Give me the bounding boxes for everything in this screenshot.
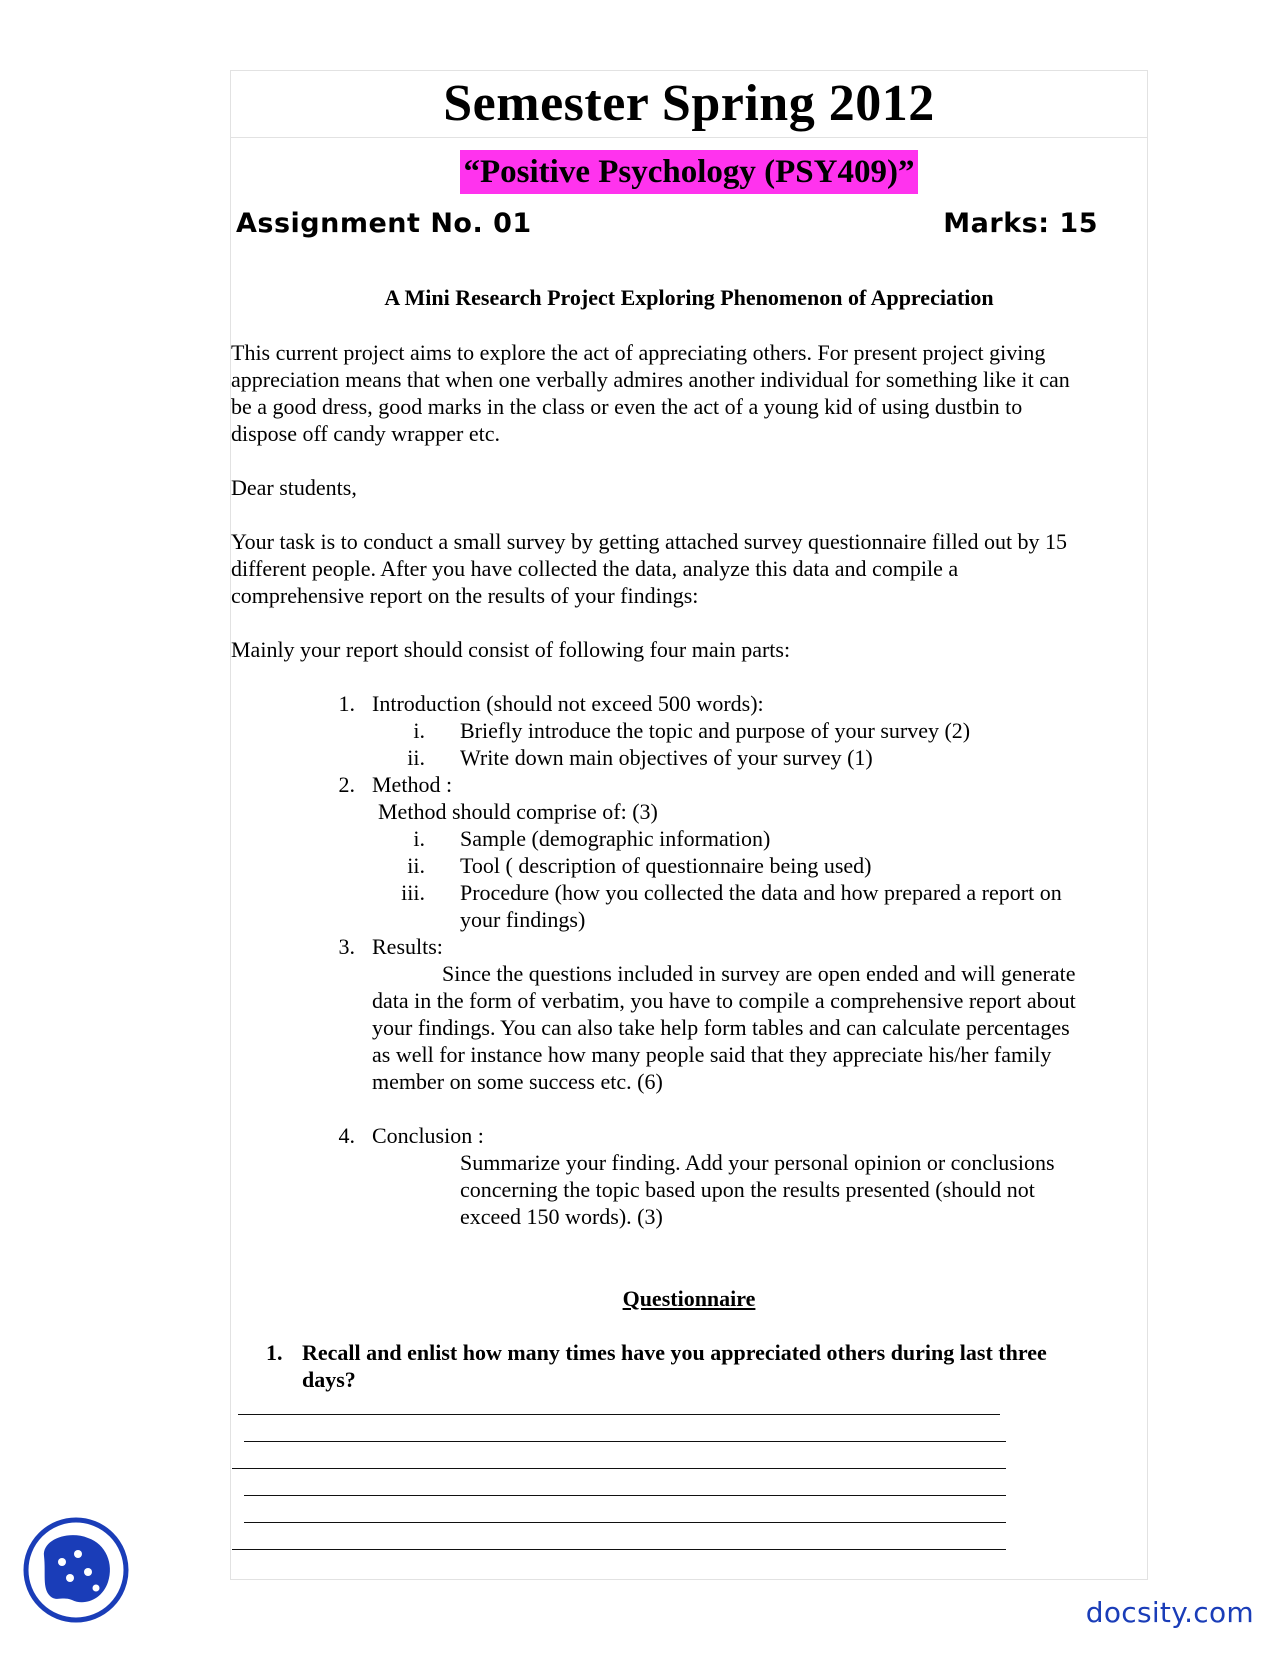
- part-method: Method :: [372, 772, 453, 797]
- course-title: “Positive Psychology (PSY409)”: [460, 150, 919, 194]
- list-number: 2.: [338, 772, 355, 797]
- docsity-logo-icon: [22, 1516, 130, 1624]
- answer-line: [232, 1468, 1006, 1469]
- question-text: days?: [302, 1367, 356, 1392]
- project-heading: A Mini Research Project Exploring Phenomenon of Appreciation: [384, 285, 994, 310]
- page-title: Semester Spring 2012: [443, 75, 935, 132]
- sub-number: i.: [413, 718, 425, 743]
- course-title-wrap: [230, 150, 1148, 194]
- list-number: 1.: [338, 691, 355, 716]
- question-text: Recall and enlist how many times have you appreciated others during last three: [302, 1340, 1047, 1365]
- list-number: 3.: [338, 934, 355, 959]
- intro-line: dispose off candy wrapper etc.: [231, 421, 500, 446]
- sub-item: Tool ( description of questionnaire being used): [460, 853, 872, 878]
- title-box: [230, 70, 1148, 138]
- answer-line: [244, 1522, 1006, 1523]
- conclusion-line: Summarize your finding. Add your personal opinion or conclusions: [460, 1150, 1055, 1175]
- answer-line: [232, 1549, 1006, 1550]
- answer-line: [238, 1414, 1000, 1415]
- part-conclusion: Conclusion :: [372, 1123, 484, 1148]
- results-line: member on some success etc. (6): [372, 1069, 663, 1094]
- greeting: Dear students,: [231, 475, 357, 500]
- sub-number: i.: [413, 826, 425, 851]
- sub-item: Procedure (how you collected the data and how prepared a report on: [460, 880, 1062, 905]
- sub-number: ii.: [407, 745, 425, 770]
- intro-line: This current project aims to explore the act of appreciating others. For present project giving: [231, 340, 1046, 365]
- docsity-brand[interactable]: docsity.com: [1085, 1596, 1254, 1629]
- intro-line: be a good dress, good marks in the class or even the act of a young kid of using dustbin to: [231, 394, 1023, 419]
- sub-item: Briefly introduce the topic and purpose of your survey (2): [460, 718, 971, 743]
- task-line: different people. After you have collected the data, analyze this data and compile a: [231, 556, 959, 581]
- questionnaire-title: Questionnaire: [622, 1286, 756, 1311]
- marks: Marks: 15: [943, 208, 1098, 239]
- results-line: as well for instance how many people said that they appreciate his/her family: [372, 1042, 1052, 1067]
- list-number: 4.: [338, 1123, 355, 1148]
- answer-line: [244, 1495, 1006, 1496]
- conclusion-line: concerning the topic based upon the results presented (should not: [460, 1177, 1035, 1202]
- results-line: data in the form of verbatim, you have to compile a comprehensive report about: [372, 988, 1076, 1013]
- results-line: Since the questions included in survey are open ended and will generate: [442, 961, 1076, 986]
- sub-item: Sample (demographic information): [460, 826, 771, 851]
- sub-item: Write down main objectives of your survey (1): [460, 745, 873, 770]
- question-number: 1.: [266, 1340, 283, 1365]
- assignment-row: [236, 208, 1098, 239]
- intro-line: appreciation means that when one verbally admires another individual for something like it can: [231, 367, 1070, 392]
- answer-line: [244, 1441, 1006, 1442]
- sub-number: iii.: [401, 880, 425, 905]
- method-note: Method should comprise of: (3): [378, 799, 658, 824]
- results-line: your findings. You can also take help form tables and can calculate percentages: [372, 1015, 1070, 1040]
- assignment-number: Assignment No. 01: [236, 208, 532, 239]
- task-line: comprehensive report on the results of your findings:: [231, 583, 699, 608]
- task-line: Your task is to conduct a small survey by getting attached survey questionnaire filled out by 15: [231, 529, 1068, 554]
- part-results: Results:: [372, 934, 443, 959]
- sub-item-continued: your findings): [460, 907, 586, 932]
- parts-intro: Mainly your report should consist of following four main parts:: [231, 637, 791, 662]
- sub-number: ii.: [407, 853, 425, 878]
- part-introduction: Introduction (should not exceed 500 words):: [372, 691, 764, 716]
- conclusion-line: exceed 150 words). (3): [460, 1204, 663, 1229]
